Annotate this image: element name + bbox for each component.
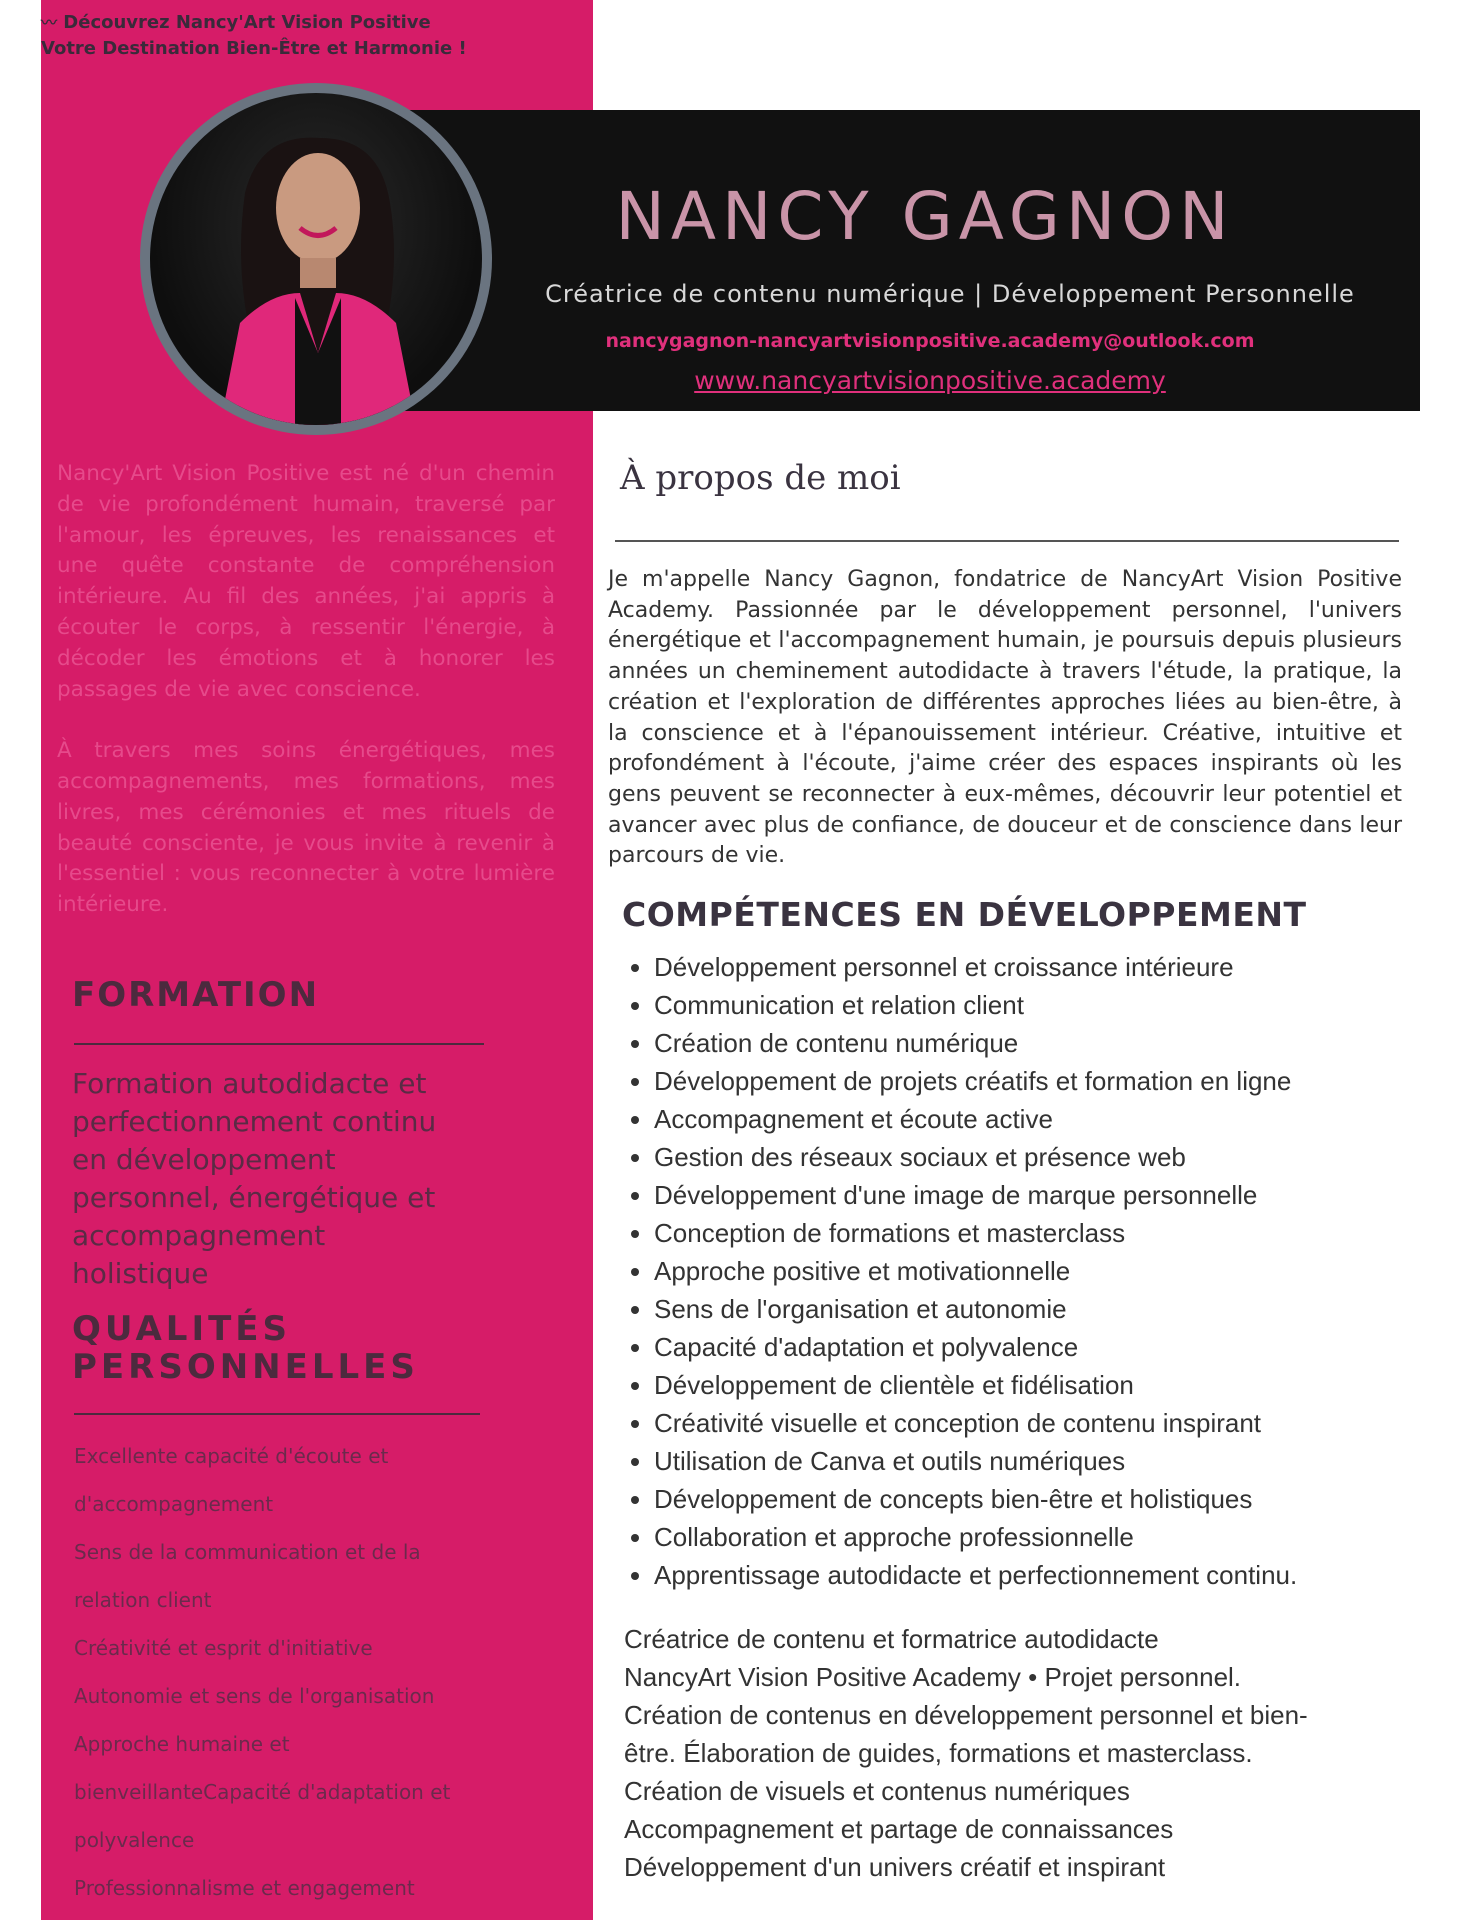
- list-item: Créativité et esprit d'initiative: [74, 1636, 373, 1660]
- promo-banner: [41, 10, 561, 62]
- list-item: • Développement d'une image de marque personnelle: [654, 1176, 1420, 1214]
- list-item: • Développement de clientèle et fidélisation: [654, 1366, 1420, 1404]
- website-link[interactable]: www.nancyartvisionpositive.academy: [694, 366, 1166, 395]
- list-item: relation client: [74, 1588, 212, 1612]
- intro-paragraph-1: Nancy'Art Vision Positive est né d'un chemin de vie profondément humain, traversé par l'amour, les épreuves, les renaissances et une quête constante de compréhension intérieure. Au fil des années, j'ai appris à écouter le corps, à ressentir l'énergie, à décoder les émotions et à honorer les passages de vie avec conscience.: [57, 461, 555, 702]
- job-subtitle: Créatrice de contenu numérique | Développement Personnelle: [545, 280, 1355, 308]
- list-item: • Développement personnel et croissance intérieure: [654, 948, 1420, 986]
- skills-heading: COMPÉTENCES EN DÉVELOPPEMENT: [622, 895, 1307, 934]
- list-item: • Approche positive et motivationnelle: [654, 1252, 1420, 1290]
- skills-list: [620, 948, 1420, 1594]
- list-item: Sens de la communication et de la: [74, 1540, 421, 1564]
- list-item: Approche humaine et: [74, 1732, 290, 1756]
- list-item: • Capacité d'adaptation et polyvalence: [654, 1328, 1420, 1366]
- list-item: • Développement de projets créatifs et formation en ligne: [654, 1062, 1420, 1100]
- list-item: polyvalence: [74, 1828, 195, 1852]
- wave-icon: 〰: [41, 13, 58, 32]
- intro-text: [57, 459, 555, 952]
- experience-line: NancyArt Vision Positive Academy • Projet personnel.: [624, 1662, 1242, 1692]
- intro-paragraph-2: À travers mes soins énergétiques, mes accompagnements, mes formations, mes livres, mes cérémonies et mes rituels de beauté consciente, je vous invite à revenir à l'essentiel : vous reconnecter à votre lumière intérieure.: [57, 738, 555, 918]
- divider: [74, 1043, 484, 1045]
- about-text: Je m'appelle Nancy Gagnon, fondatrice de NancyArt Vision Positive Academy. Passionnée par le développement personnel, l'univers énergétique et l'accompagnement humain, je poursuis depuis plusieurs années un cheminement autodidacte à travers l'étude, la pratique, la création et l'exploration de différentes approches liées au bien-être, à la conscience et à l'épanouissement intérieur. Créative, intuitive et profondément à l'écoute, j'aime créer des espaces inspirants où les gens peuvent se reconnecter à eux-mêmes, découvrir leur potentiel et avancer avec plus de confiance, de douceur et de conscience dans leur parcours de vie.: [608, 567, 1402, 869]
- experience-block: [624, 1620, 1424, 1886]
- divider: [74, 1413, 480, 1415]
- list-item: • Utilisation de Canva et outils numériques: [654, 1442, 1420, 1480]
- experience-line: Créatrice de contenu et formatrice autodidacte: [624, 1624, 1159, 1654]
- banner-line-2: Votre Destination Bien-Être et Harmonie !: [41, 38, 467, 59]
- list-item: • Gestion des réseaux sociaux et présence web: [654, 1138, 1420, 1176]
- list-item: bienveillanteCapacité d'adaptation et: [74, 1780, 451, 1804]
- list-item: • Création de contenu numérique: [654, 1024, 1420, 1062]
- list-item: • Sens de l'organisation et autonomie: [654, 1290, 1420, 1328]
- list-item: • Communication et relation client: [654, 986, 1420, 1024]
- list-item: Excellente capacité d'écoute et: [74, 1444, 389, 1468]
- profile-photo: [140, 83, 492, 435]
- formation-text: Formation autodidacte et perfectionnement continu en développement personnel, énergétique et accompagnement holistique: [72, 1067, 437, 1290]
- list-item: Professionnalisme et engagement: [74, 1876, 415, 1900]
- list-item: Autonomie et sens de l'organisation: [74, 1684, 435, 1708]
- person-name: NANCY GAGNON: [615, 178, 1235, 255]
- qualities-heading-line-1: QUALITÉS: [72, 1309, 291, 1349]
- list-item: • Collaboration et approche professionnelle: [654, 1518, 1420, 1556]
- list-item: • Apprentissage autodidacte et perfectionnement continu.: [654, 1556, 1420, 1594]
- banner-line-1: Découvrez Nancy'Art Vision Positive: [63, 12, 431, 33]
- about-heading: À propos de moi: [620, 458, 901, 498]
- qualities-heading-line-2: PERSONNELLES: [72, 1347, 419, 1387]
- formation-heading: FORMATION: [72, 975, 320, 1015]
- divider: [615, 540, 1399, 542]
- experience-line: Accompagnement et partage de connaissances: [624, 1814, 1174, 1844]
- portrait-image: [150, 93, 482, 425]
- experience-line: Création de visuels et contenus numériques: [624, 1776, 1130, 1806]
- list-item: • Conception de formations et masterclass: [654, 1214, 1420, 1252]
- email-link[interactable]: nancygagnon-nancyartvisionpositive.academy@outlook.com: [605, 330, 1255, 352]
- experience-line: Développement d'un univers créatif et inspirant: [624, 1852, 1166, 1882]
- experience-line: Création de contenus en développement personnel et bien-: [624, 1700, 1308, 1730]
- list-item: • Développement de concepts bien-être et holistiques: [654, 1480, 1420, 1518]
- experience-line: être. Élaboration de guides, formations et masterclass.: [624, 1738, 1253, 1768]
- list-item: • Créativité visuelle et conception de contenu inspirant: [654, 1404, 1420, 1442]
- qualities-list: [74, 1432, 494, 1912]
- list-item: • Accompagnement et écoute active: [654, 1100, 1420, 1138]
- qualities-heading: [72, 1310, 419, 1386]
- list-item: d'accompagnement: [74, 1492, 274, 1516]
